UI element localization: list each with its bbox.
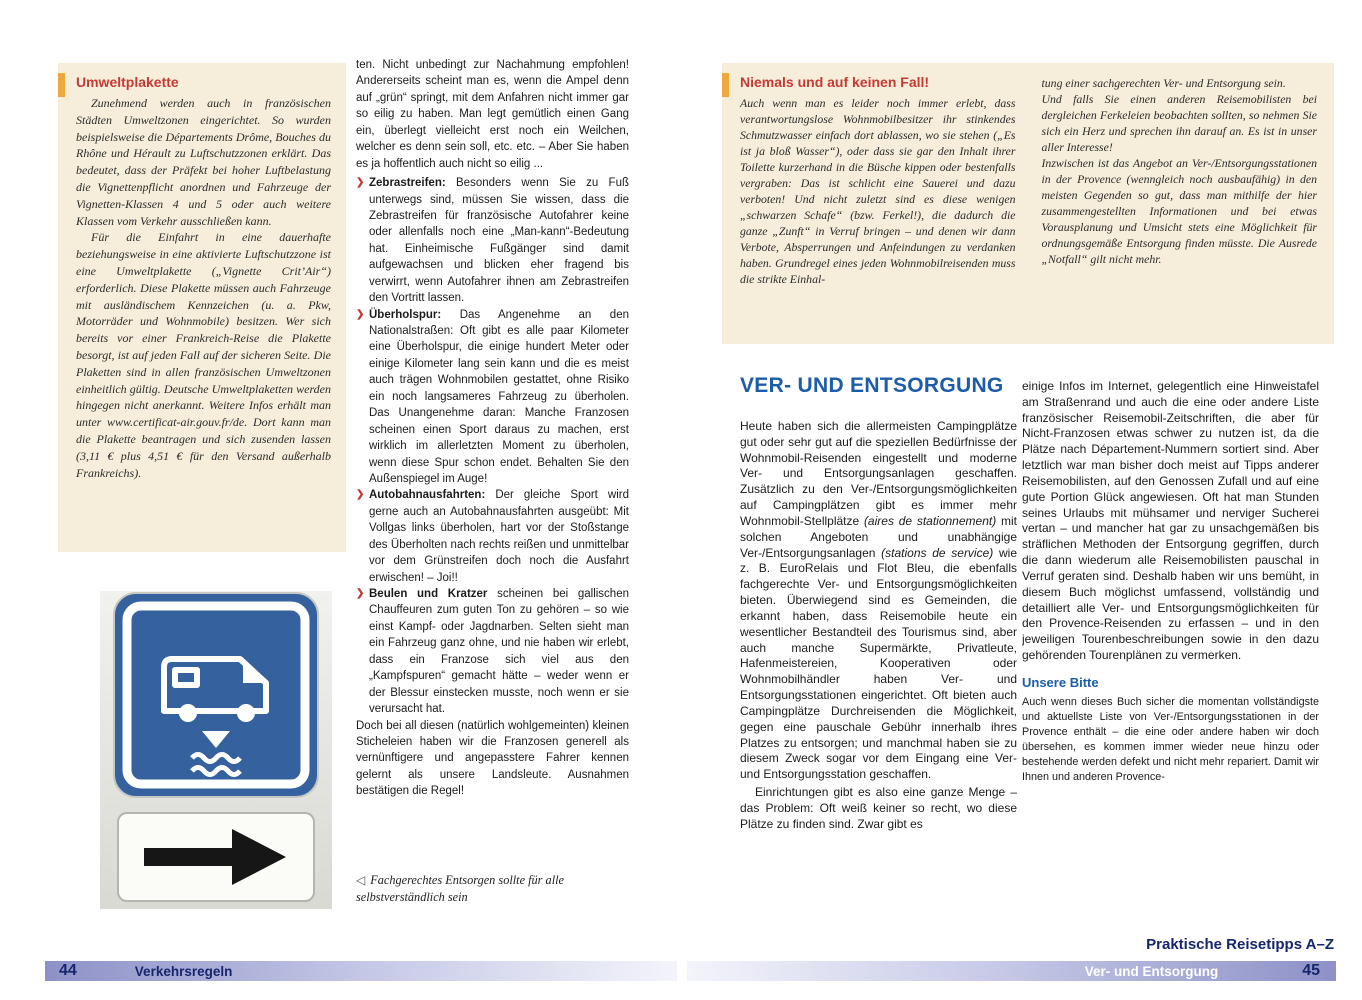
bullet-item [356, 175, 629, 307]
bullet-item [356, 586, 629, 718]
bullet-lead: Überholspur: [369, 308, 442, 321]
italic-term: (stations de service) [881, 545, 994, 560]
paragraph-segment: mit solchen Angeboten und unabhängige Ver-/Entsorgungsanlagen [740, 513, 1017, 560]
page-number: 44 [59, 962, 77, 979]
road-sign-photo [100, 591, 332, 909]
paragraph: Auch wenn dieses Buch sicher die momentan vollständigste und aktuellste Liste von Ver-/Entsorgungsstationen in der Provence enthält – die eine oder andere haben wir doch übersehen, es kommen immer wieder neue hinzu oder bestehende werden defekt und nicht mehr repariert. Damit wir Ihnen und anderen Provence- [1022, 696, 1319, 783]
paragraph: Einrichtungen gibt es also eine ganze Menge – das Problem: Oft weiß keiner so recht, wo diese Plätze zu finden sind. Zwar gibt es [740, 785, 1017, 831]
wheel-icon [237, 704, 255, 722]
bullet-text [369, 307, 629, 488]
bullet-body: scheinen bei gallischen Chauffeuren zum guten Ton zu gehören – so wie einst Kampf- oder Jagdnarben. Selten sieht man ein Fahrzeug ganz ohne, und nie haben wir erlebt, dass ein Franzose sich viel aus den „Kampfspuren“ gemacht hätte – weder wenn er der Blessur einstecken musste, noch wenn er sie verursacht hat. [369, 588, 629, 716]
footer-label: Ver- und Entsorgung [1084, 963, 1219, 979]
infobox-paragraph: Auch wenn man es leider noch immer erlebt, dass verantwortungslose Wohnmobilbesitzer ihr stinkendes Schmutzwasser einfach dort ablassen, wo sie stehen („Es ist ja bloß Wasser“), oder dass sie gar den Inhalt ihrer Toilette kurzerhand in die Büsche kippen oder bestenfalls vergraben: Das ist schlicht eine Sauerei und dazu verboten! Und nicht zuletzt sind es diese wenigen „schwarzen Schafe“ (bzw. Ferkel!), die dadurch die ganze „Zunft“ in Verruf bringen – und denen wir dann Verbote, Absperrungen und Anfeindungen zu verdanken haben. Grundregel eines jeden Wohnmobilreisenden muss die strikte Einhal- [740, 96, 1016, 287]
italic-term: (aires de stationnement) [863, 513, 997, 528]
direction-arrow-sign [118, 813, 314, 901]
infobox-title: Umweltplakette [76, 74, 179, 90]
bullet-text [369, 487, 629, 586]
bullet-item [356, 487, 629, 586]
accent-bar [58, 73, 65, 97]
paragraph-segment: Heute haben sich die allermeisten Campingplätze gut oder sehr gut auf die speziellen Bedürfnisse der Wohnmobil-Reisenden eingestellt und moderne Ver- und Entsorgungsanlagen geschaffen. Zusätzlich zu den Ver-/Entsorgungsmöglichkeiten auf Campingplätzen gibt es immer mehr Wohnmobil-Stellplätze [740, 419, 1017, 528]
photo-caption [356, 872, 629, 905]
accent-bar [722, 73, 729, 97]
paragraph-segment: wie z. B. EuroRelais und Flot Bleu, die ebenfalls fachgerechte Ver- und Entsorgungsmöglichkeiten bieten. Überwiegend sind es Gemeinden, die erkannt haben, dass Reisemobile heute ein wesentlicher Bestandteil des Tourismus sind, aber auch manche Supermärkte, Privatleute, Hafenmeistereien, Kooperativen oder Wohnmobilhändler haben Ver- und Entsorgungsstationen eingerichtet. Oft bieten auch Campingplätze Durchreisenden die Möglichkeit, gegen eine pauschale Gebühr innerhalb ihres Platzes zu entsorgen; und manchmal haben sie zu diesem Zweck sogar vor dem Eingang eine Ver- und Entsorgungsstation geschaffen. [740, 545, 1017, 782]
bullet-lead: Beulen und Kratzer [369, 588, 488, 600]
section-heading: VER- UND ENTSORGUNG [740, 374, 1004, 397]
right-text-column-2 [1022, 379, 1319, 924]
bullet-body: Besonders wenn Sie zu Fuß unterwegs sind, müssen Sie wissen, dass die Zebrastreifen für französische Autofahrer keine oder allenfalls noch eine „Man-kann“-Bedeutung hat. Einheimische Fußgänger sind damit aufgewachsen und blicken eher fragend bis verwirrt, wenn Autofahrer ihnen am Zebrastreifen den Vortritt lassen. [369, 177, 629, 305]
right-text-column-1 [740, 419, 1017, 917]
infobox-title: Niemals und auf keinen Fall! [740, 74, 930, 90]
paragraph: Doch bei all diesen (natürlich wohlgemeinten) kleinen Sticheleien haben wir die Franzosen generell als vernünftigere und angepasstere Fahrer kennen gelernt als unsere Landsleute. Ausnahmen bestätigen die Regel! [356, 719, 629, 798]
caption-text: Fachgerechtes Entsorgen sollte für alle selbstverständlich sein [356, 873, 564, 904]
infobox-column-2 [1042, 74, 1318, 334]
footer-left [45, 961, 677, 981]
left-text-column [356, 57, 629, 865]
motorhome-disposal-sign [114, 593, 318, 797]
caption-arrow-icon: ◁ [356, 873, 366, 887]
bullet-text [369, 175, 629, 307]
chapter-label: Praktische Reisetipps A–Z [1146, 936, 1334, 953]
footer-label: Verkehrsregeln [134, 963, 233, 979]
infobox-paragraph: tung einer sachgerechten Ver- und Entsorgung sein. [1041, 76, 1286, 90]
infobox-umweltplakette [58, 63, 346, 552]
infobox-paragraph: Inzwischen ist das Angebot an Ver-/Entsorgungsstationen in der Provence (wenngleich noch ausbaufähig) in den meisten Gegenden so gut, dass man mithilfe der hier zusammengestellten Informationen und bei etwas Vorausplanung und Umsicht stets eine Möglichkeit für ordnungsgemäße Entsorgung finden müsste. Die Ausrede „Notfall“ gilt nicht mehr. [1041, 156, 1317, 267]
bullet-arrow-icon: ❯ [356, 489, 365, 501]
infobox-niemals [722, 63, 1334, 344]
wheel-icon [179, 704, 197, 722]
sign-photo-graphic [100, 591, 332, 909]
bullet-arrow-icon: ❯ [356, 177, 365, 189]
footer-right [687, 961, 1336, 981]
bullet-lead: Zebrastreifen: [369, 177, 446, 190]
page-number: 45 [1302, 962, 1320, 979]
paragraph [740, 419, 1017, 783]
bullet-body: Der gleiche Sport wird gerne auch an Autobahnausfahrten ausgeübt: Mit Vollgas links überholen, hart vor der Stoßstange des Überholten nach rechts reißen und unmittelbar vor dem Grünstreifen doch noch die Ausfahrt erwischen! – Joi!! [369, 489, 629, 584]
subsection-heading: Unsere Bitte [1022, 674, 1099, 690]
infobox-paragraph: Für die Einfahrt in eine dauerhafte beziehungsweise in eine aktivierte Luftschutzzone ist eine Umweltplakette („Vignette Crit’Air“) erforderlich. Diese Plakette müssen auch Fahrzeuge mit ausländischem Kennzeichen (u. a. Pkw, Motorräder und Wohnmobile) besitzen. Wer sich bereits vor einer Frankreich-Reise die Plakette besorgt, ist auf jeden Fall auf der sicheren Seite. Die Plaketten sind in allen französischen Umweltzonen einheitlich gültig. Deutsche Umweltplaketten werden hingegen nicht anerkannt. Weitere Infos erhält man unter www.certificat-air.gouv.fr/de. Dort kann man die Plakette beantragen und sich zusenden lassen (3,11 € plus 4,51 € für den Versand außerhalb Frankreichs). [76, 230, 331, 480]
bullet-text [369, 586, 629, 718]
bullet-item [356, 307, 629, 488]
infobox-paragraph: Und falls Sie einen anderen Reisemobilisten bei dergleichen Ferkeleien beobachten sollten, so nehmen Sie sich ein Herz und sprechen ihn darauf an. Es ist in unser aller Interesse! [1041, 92, 1317, 155]
infobox-paragraph: Zunehmend werden auch in französischen Städten Umweltzonen eingerichtet. So wurden beispielsweise die Départements Drôme, Bouches du Rhône und Hérault zu Luftschutzzonen erklärt. Das bedeutet, dass der Präfekt bei hoher Luftbelastung die Vignettenpflicht anordnen und Fahrzeuge der Vignetten-Klassen 4 und 5 oder auch weitere Klassen vom Verkehr ausschließen kann. [76, 96, 331, 228]
paragraph: einige Infos im Internet, gelegentlich eine Hinweistafel am Straßenrand und auch die eine oder andere Liste französischer Reisemobil-Zeitschriften, die aber für Nicht-Franzosen etwas schwer zu nutzen ist, da die Plätze nach Département-Nummern sortiert sind. Aber letztlich war man bisher doch meist auf Tipps anderer Reisemobilisten, auf den Genossen Zufall und auf eine gute Portion Glück angewiesen. Oft hat man Stunden seines Urlaubs mit mühsamer und nerviger Sucherei vertan – und mancher hat gar zu unsachgemäßen bis sträflichen Methoden der Entsorgung gegriffen, durch die dann wiederum alle Reisemobilisten pauschal in Verruf geraten sind. Deshalb haben wir uns bemüht, in diesem Buch möglichst umfassend, vollständig und detailliert alle Ver- und Entsorgungsmöglichkeiten für den Provence-Reisenden zu erfassen – und in den jeweiligen Tourenbeschreibungen sowie in den dazu gehörenden Tourenplänen zu vermerken. [1022, 379, 1319, 663]
paragraph: ten. Nicht unbedingt zur Nachahmung empfohlen! Andererseits scheint man es, wenn die Ampel denn auf „grün“ springt, mit dem Anfahren nicht immer gar so eilig zu haben. Man legt gemütlich einen Gang ein, überlegt vielleicht erst noch ein Weilchen, welcher es denn sein soll, etc. etc. – Aber Sie haben es ja hoffentlich auch nicht so eilig ... [356, 59, 629, 170]
bullet-lead: Autobahnausfahrten: [369, 489, 486, 502]
bullet-arrow-icon: ❯ [356, 308, 365, 320]
bullet-body: Das Angenehme an den Nationalstraßen: Oft gibt es alle paar Kilometer eine Überholspur, die einige hundert Meter oder einige Kilometer lang sein kann und die es meist auch trägen Wohnmobilen gestattet, ohne Risiko ein noch langsameres Fahrzeug zu überholen. Das Unangenehme daran: Manche Franzosen scheinen einen Sport daraus zu machen, erst wirklich im allerletzten Moment zu überholen, wenn diese Spur schon endet. Behalten Sie den Außenspiegel im Auge! [369, 308, 629, 485]
infobox-column-1 [740, 74, 1016, 334]
bullet-arrow-icon: ❯ [356, 588, 365, 599]
